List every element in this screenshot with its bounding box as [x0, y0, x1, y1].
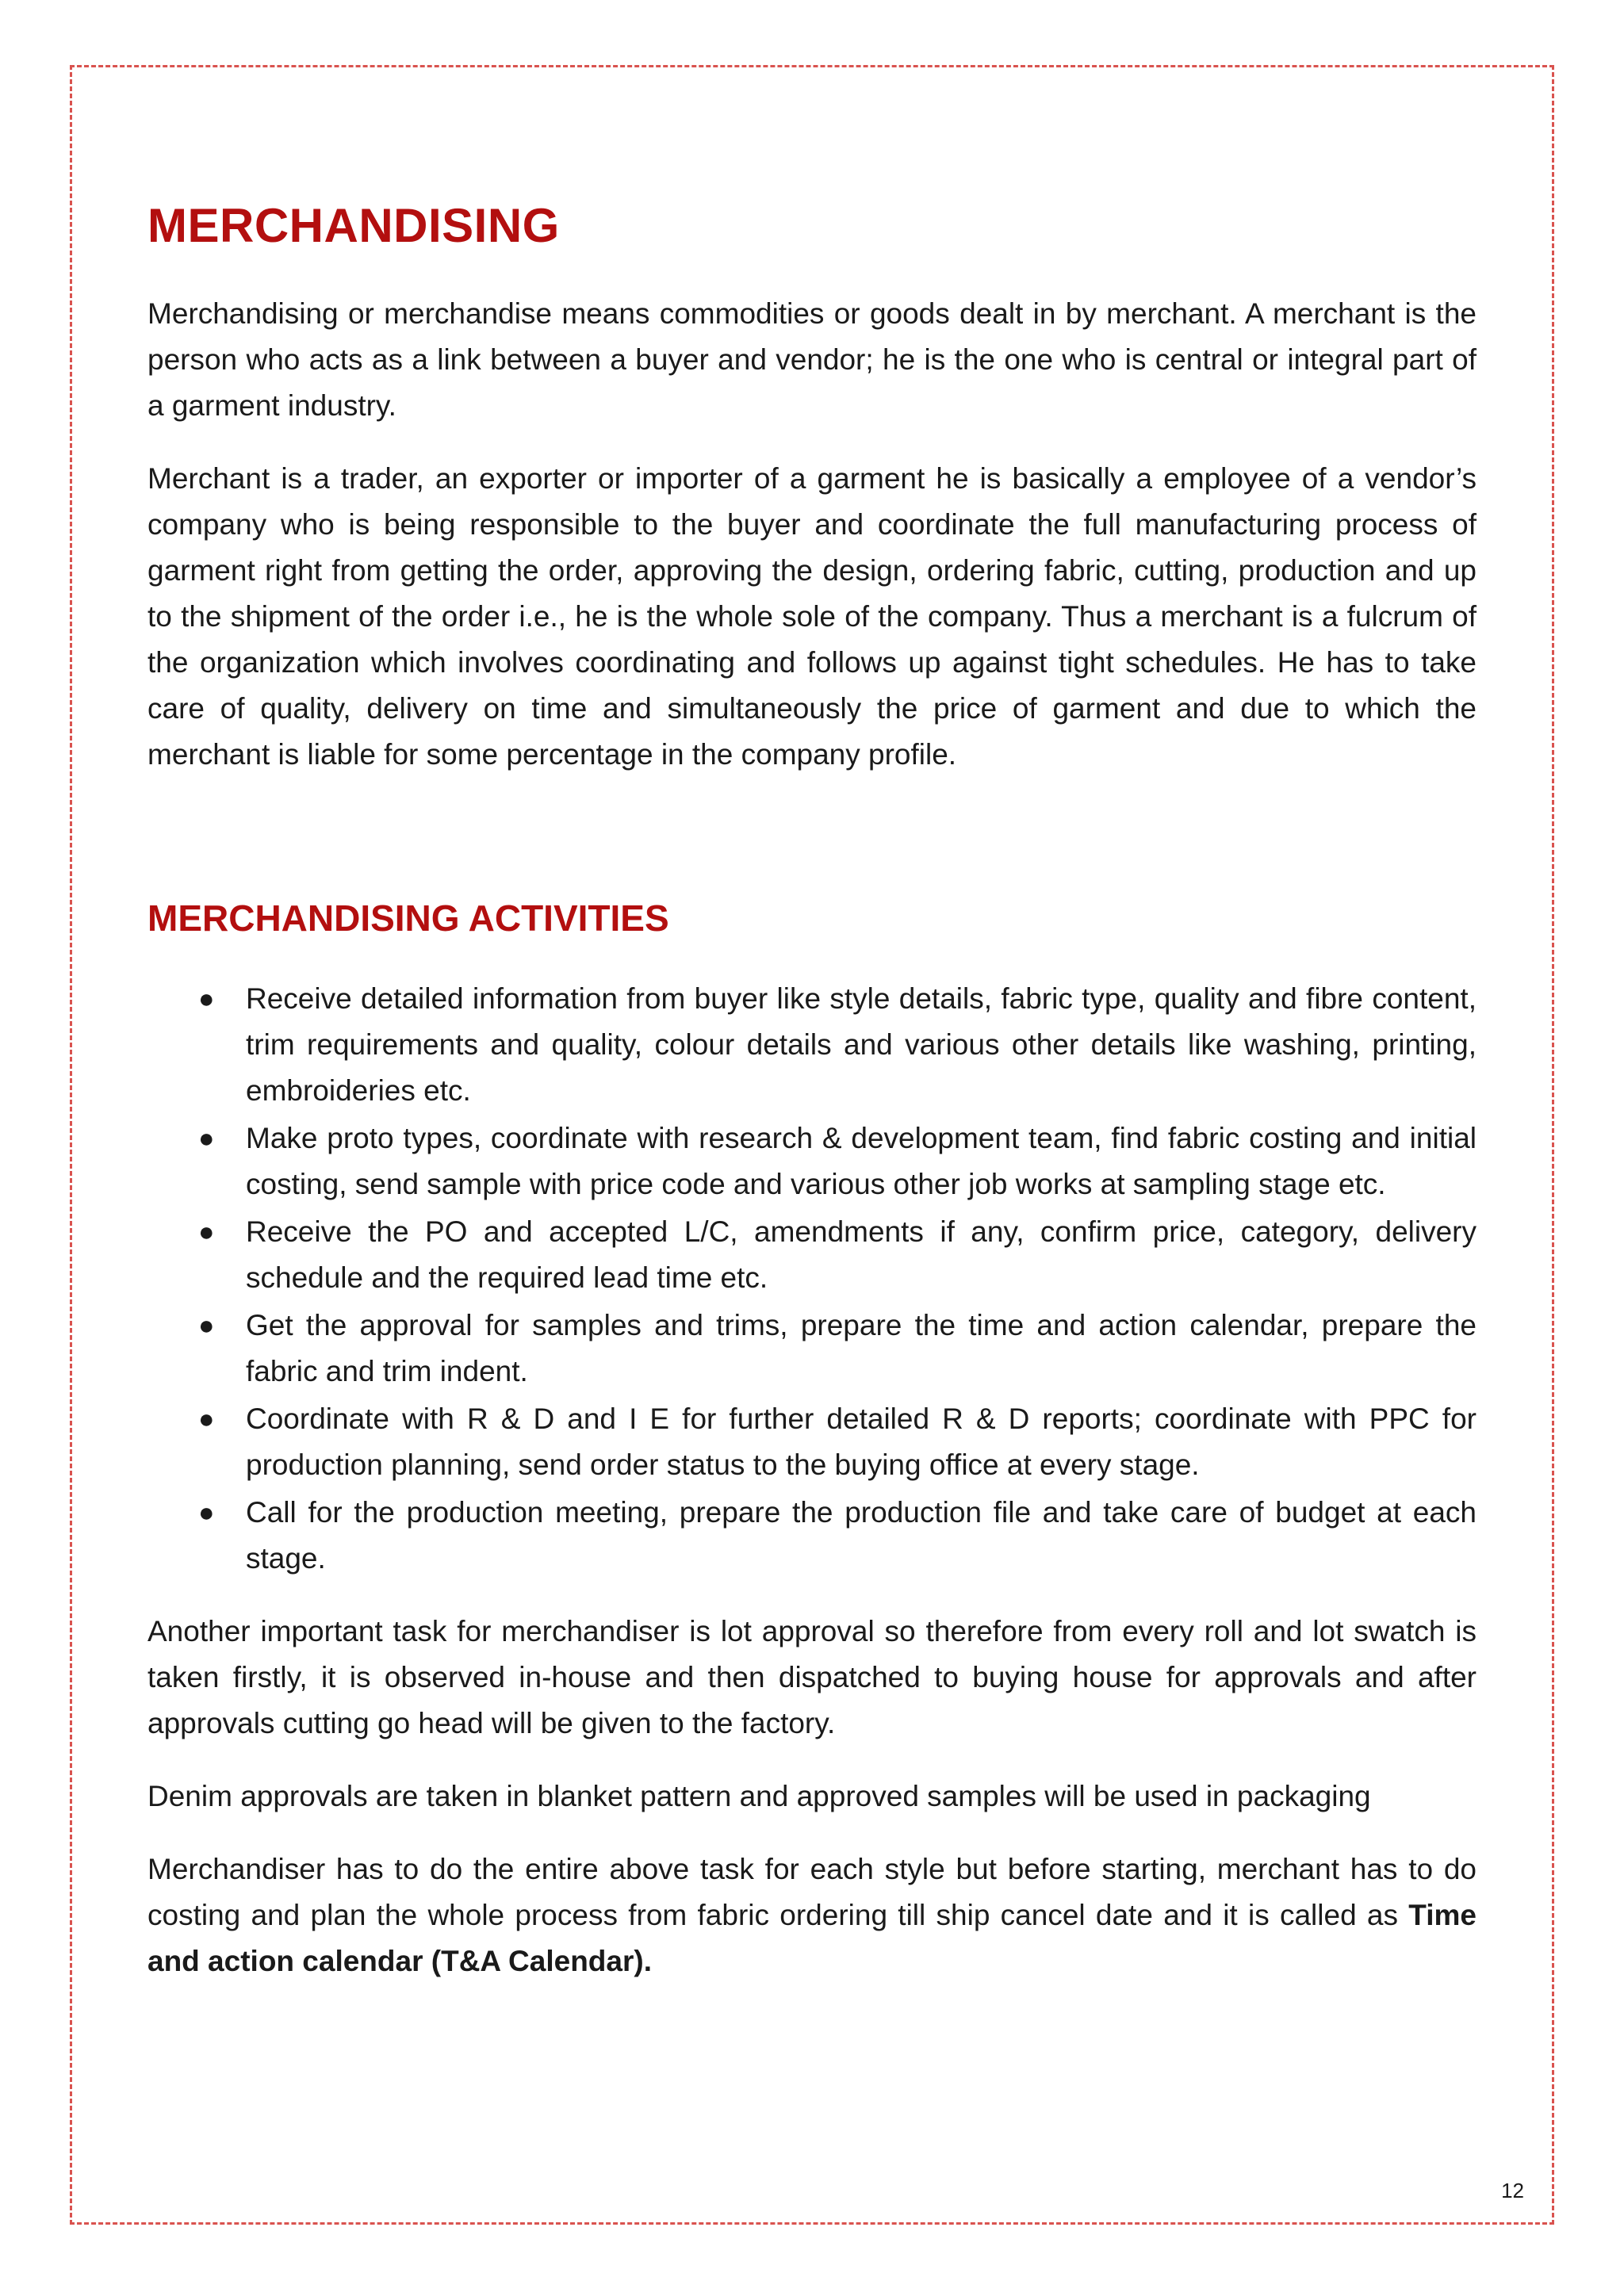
bullet-icon: ● — [198, 1404, 215, 1434]
final-paragraph-text: Merchandiser has to do the entire above task for each style but before starting, merchant has to do costing and plan the whole process from fabric ordering till ship cancel date and it is called as — [147, 1853, 1477, 1931]
list-item — [198, 1115, 1477, 1207]
final-paragraph-bold: Time and action calendar (T&A Calendar). — [147, 1899, 1477, 1977]
activities-list — [147, 976, 1477, 1582]
list-item — [198, 1303, 1477, 1395]
list-item-text: Coordinate with R & D and I E for further detailed R & D reports; coordinate with PPC for production planning, send order status to the buying office at every stage. — [246, 1402, 1477, 1481]
bullet-icon: ● — [198, 1498, 215, 1528]
bullet-icon: ● — [198, 1311, 215, 1341]
list-item-text: Call for the production meeting, prepare the production file and take care of budget at each stage. — [246, 1496, 1477, 1575]
list-item-text: Receive detailed information from buyer like style details, fabric type, quality and fibre content, trim requirements and quality, colour details and various other details like washing, printing, embroideries etc. — [246, 982, 1477, 1107]
activities-heading: MERCHANDISING ACTIVITIES — [147, 897, 669, 939]
list-item-text: Receive the PO and accepted L/C, amendments if any, confirm price, category, delivery schedule and the required lead time etc. — [246, 1215, 1477, 1294]
list-item — [198, 1490, 1477, 1582]
list-item — [198, 976, 1477, 1114]
intro-paragraph-1: Merchandising or merchandise means commodities or goods dealt in by merchant. A merchant is the person who acts as a link between a buyer and vendor; he is the one who is central or integral part of a garment industry. — [147, 297, 1477, 422]
bullet-icon: ● — [198, 1217, 215, 1247]
page-number: 12 — [1501, 2179, 1524, 2202]
lot-approval-paragraph: Another important task for merchandiser is lot approval so therefore from every roll and lot swatch is taken firstly, it is observed in-house and then dispatched to buying house for approvals and after approvals cutting go head will be given to the factory. — [147, 1615, 1477, 1739]
list-item-text: Make proto types, coordinate with research & development team, find fabric costing and initial costing, send sample with price code and various other job works at sampling stage etc. — [246, 1122, 1477, 1200]
intro-paragraph-2: Merchant is a trader, an exporter or importer of a garment he is basically a employee of a vendor’s company who is being responsible to the buyer and coordinate the full manufacturing process of garment right from getting the order, approving the design, ordering fabric, cutting, production and up to the shipment of the order i.e., he is the whole sole of the company. Thus a merchant is a fulcrum of the organization which involves coordinating and follows up against tight schedules. He has to take care of quality, delivery on time and simultaneously the price of garment and due to which the merchant is liable for some percentage in the company profile. — [147, 462, 1477, 771]
list-item-text: Get the approval for samples and trims, prepare the time and action calendar, prepare the fabric and trim indent. — [246, 1309, 1477, 1387]
denim-paragraph: Denim approvals are taken in blanket pattern and approved samples will be used in packaging — [147, 1780, 1371, 1812]
final-paragraph — [147, 1846, 1477, 1984]
list-item — [198, 1209, 1477, 1301]
document-body — [147, 198, 1477, 2011]
list-item — [198, 1396, 1477, 1488]
bullet-icon: ● — [198, 984, 215, 1014]
page-title: MERCHANDISING — [147, 199, 560, 252]
bullet-icon: ● — [198, 1123, 215, 1154]
